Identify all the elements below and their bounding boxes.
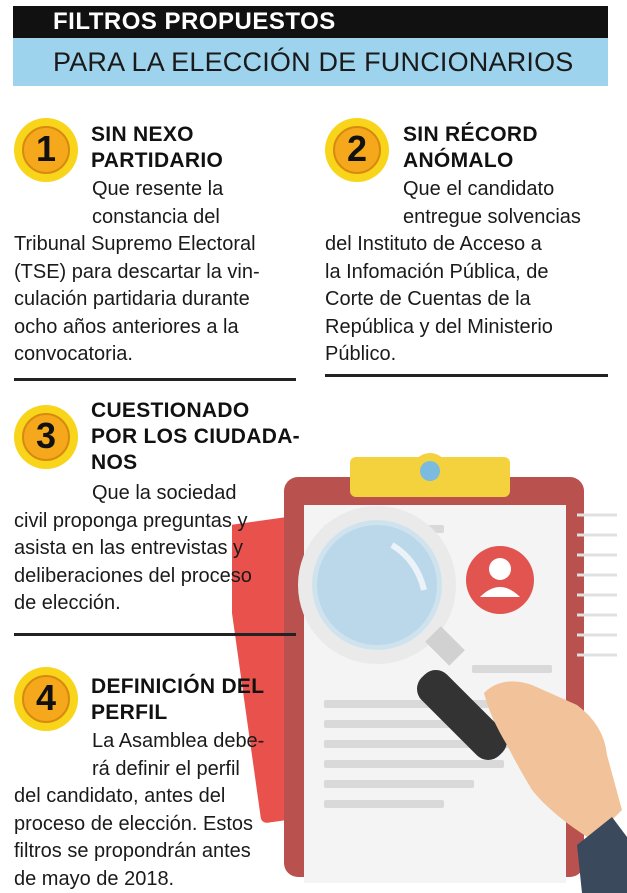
header-title-bar	[13, 6, 608, 38]
header-subtitle: PARA LA ELECCIÓN DE FUNCIONARIOS	[53, 47, 574, 77]
item-body: La Asamblea debe- rá definir el perfil del candidato, antes del proceso de elección. Estos filtros se propondrán antes de mayo de 2018.	[14, 730, 265, 890]
header-subtitle-bar	[13, 38, 608, 86]
number-badge	[325, 118, 389, 182]
number-badge	[14, 667, 78, 731]
badge-number: 2	[346, 128, 368, 169]
divider	[14, 378, 296, 381]
item-title: SIN RÉCORD ANÓMALO	[403, 123, 538, 172]
badge-number: 1	[35, 128, 57, 169]
number-badge	[14, 405, 78, 469]
item-title: CUESTIONADO POR LOS CIUDADA- NOS	[91, 399, 300, 474]
badge-number: 3	[35, 415, 57, 456]
divider	[325, 374, 608, 377]
user-avatar-icon	[466, 546, 534, 614]
item-body: Que el candidato entregue solvencias del Instituto de Acceso a la Infomación Pública, de Corte de Cuentas de la República y del Ministerio Público.	[325, 178, 581, 365]
divider	[14, 633, 296, 636]
header-title: FILTROS PROPUESTOS	[53, 8, 336, 35]
item-title: DEFINICIÓN DEL PERFIL	[91, 675, 265, 724]
item-body: Que la sociedad civil proponga preguntas y asista en las entrevistas y deliberaciones del proceso de elección.	[14, 482, 252, 614]
number-badge	[14, 118, 78, 182]
item-body: Que resente la constancia del Tribunal Supremo Electoral (TSE) para descartar la vin- culación partidaria durante ocho años anteriores a la convocatoria.	[14, 178, 260, 365]
clipboard-illustration	[232, 445, 627, 893]
badge-number: 4	[35, 677, 57, 718]
item-title: SIN NEXO PARTIDARIO	[91, 123, 224, 172]
